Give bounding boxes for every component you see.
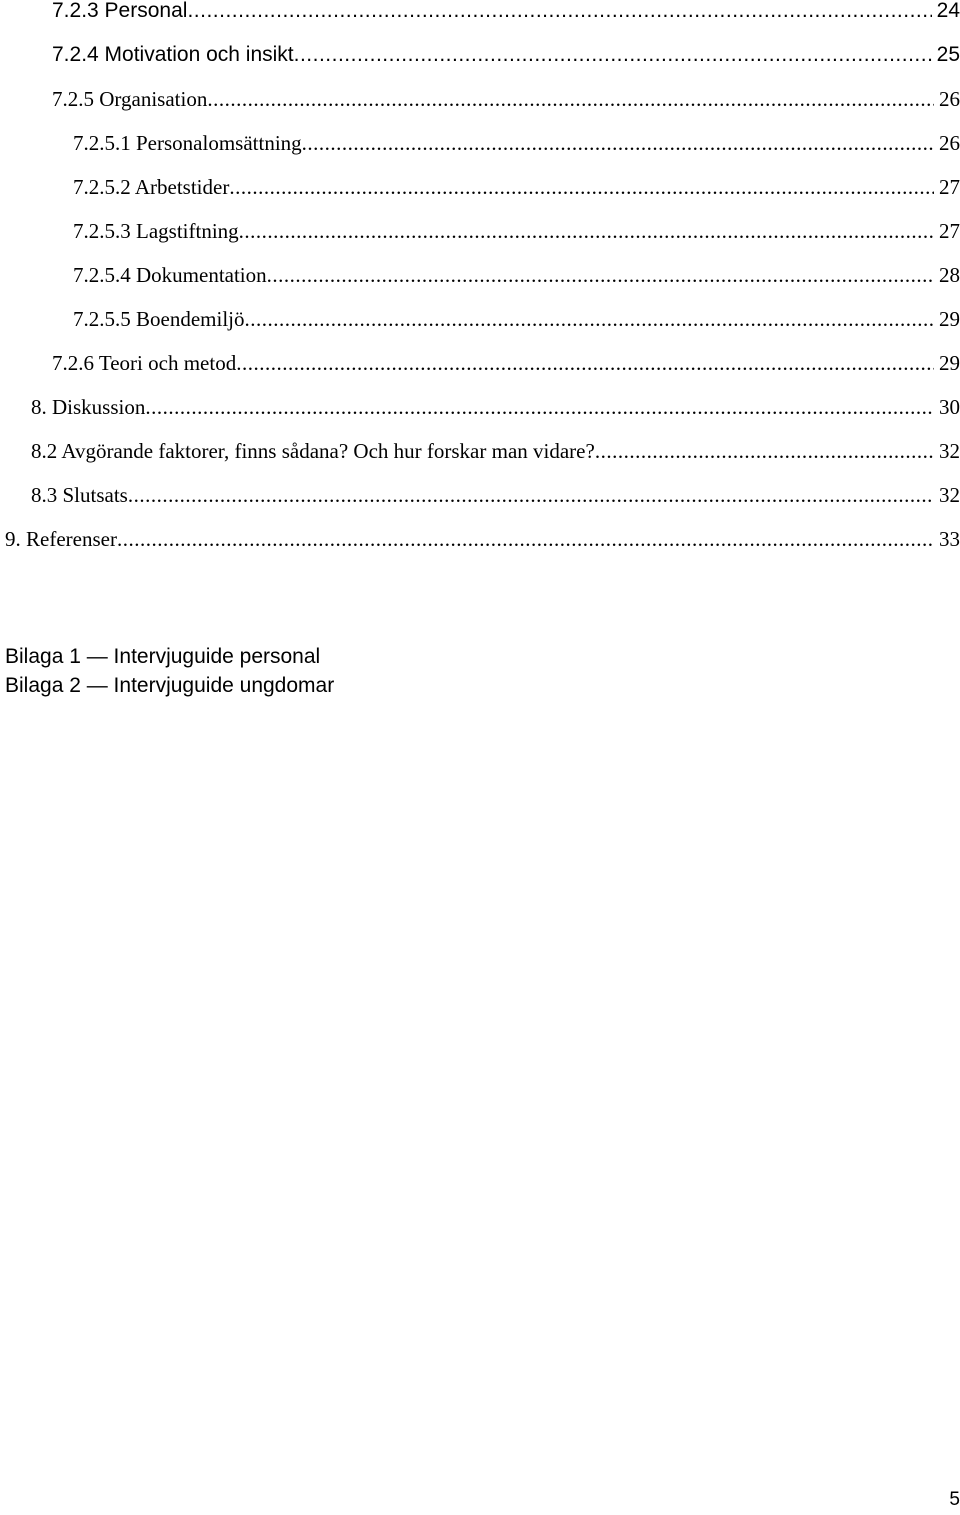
toc-entry-page: 26 <box>934 128 960 158</box>
toc-entry-title: 7.2.4 Motivation och insikt <box>52 40 294 70</box>
dot-leader <box>595 436 934 466</box>
toc-entry-title: 8.2 Avgörande faktorer, finns sådana? Och hur forskar man vidare? <box>31 436 595 466</box>
dot-leader <box>128 480 934 510</box>
toc-entry <box>0 84 960 114</box>
page-number: 5 <box>949 1489 960 1510</box>
toc-entry-page: 32 <box>934 436 960 466</box>
toc-entry-link[interactable] <box>31 436 960 466</box>
toc-entry-link[interactable] <box>52 40 960 70</box>
toc-entry-link[interactable] <box>73 304 960 334</box>
toc-entry <box>0 216 960 246</box>
toc-entry <box>0 304 960 334</box>
toc-entry-link[interactable] <box>5 524 960 554</box>
toc-entry-title: 7.2.5 Organisation <box>52 84 207 114</box>
toc-entry <box>0 524 960 554</box>
dot-leader <box>117 524 934 554</box>
toc-entry-page: 26 <box>934 84 960 114</box>
toc-entry-page: 33 <box>934 524 960 554</box>
toc-entry-title: 8. Diskussion <box>31 392 145 422</box>
toc-entry-link[interactable] <box>31 392 960 422</box>
toc-entry-link[interactable] <box>73 260 960 290</box>
toc-entry-title: 7.2.5.4 Dokumentation <box>73 260 267 290</box>
dot-leader <box>267 260 934 290</box>
toc-entry <box>0 172 960 202</box>
toc-entry-page: 27 <box>934 172 960 202</box>
toc-entry <box>0 0 960 26</box>
toc-entry-link[interactable] <box>73 172 960 202</box>
toc-entry-title: 9. Referenser <box>5 524 117 554</box>
dot-leader <box>294 40 932 70</box>
dot-leader <box>239 216 934 246</box>
toc-entry-title: 7.2.5.2 Arbetstider <box>73 172 229 202</box>
toc-entry-link[interactable] <box>52 84 960 114</box>
toc-entry-title: 7.2.3 Personal <box>52 0 187 26</box>
toc-entry-page: 27 <box>934 216 960 246</box>
toc-entry-page: 24 <box>932 0 960 26</box>
toc-entry-link[interactable] <box>31 480 960 510</box>
toc-entry-page: 29 <box>934 304 960 334</box>
dot-leader <box>236 348 934 378</box>
toc-entry-page: 32 <box>934 480 960 510</box>
dot-leader <box>207 84 934 114</box>
toc-entry <box>0 260 960 290</box>
appendix-line: Bilaga 1 — Intervjuguide personal <box>5 645 321 668</box>
appendix-line: Bilaga 2 — Intervjuguide ungdomar <box>5 674 335 697</box>
toc-entry <box>0 436 960 466</box>
toc-entry-title: 7.2.5.3 Lagstiftning <box>73 216 239 246</box>
toc-entry <box>0 392 960 422</box>
toc-entry-link[interactable] <box>73 216 960 246</box>
toc-entry <box>0 480 960 510</box>
toc-entry-title: 7.2.5.1 Personalomsättning <box>73 128 302 158</box>
toc-entry-page: 29 <box>934 348 960 378</box>
toc-entry-page: 30 <box>934 392 960 422</box>
toc-entry-page: 25 <box>932 40 960 70</box>
dot-leader <box>302 128 934 158</box>
toc-entry <box>0 40 960 70</box>
toc-entry <box>0 348 960 378</box>
toc-entry-page: 28 <box>934 260 960 290</box>
toc-entry-link[interactable] <box>73 128 960 158</box>
dot-leader <box>187 0 931 26</box>
dot-leader <box>229 172 934 202</box>
toc-entry <box>0 128 960 158</box>
dot-leader <box>145 392 934 422</box>
toc-entry-link[interactable] <box>52 348 960 378</box>
toc-entry-title: 7.2.5.5 Boendemiljö <box>73 304 245 334</box>
dot-leader <box>245 304 935 334</box>
toc-entry-link[interactable] <box>52 0 960 26</box>
toc-entry-title: 7.2.6 Teori och metod <box>52 348 236 378</box>
toc-entry-title: 8.3 Slutsats <box>31 480 128 510</box>
